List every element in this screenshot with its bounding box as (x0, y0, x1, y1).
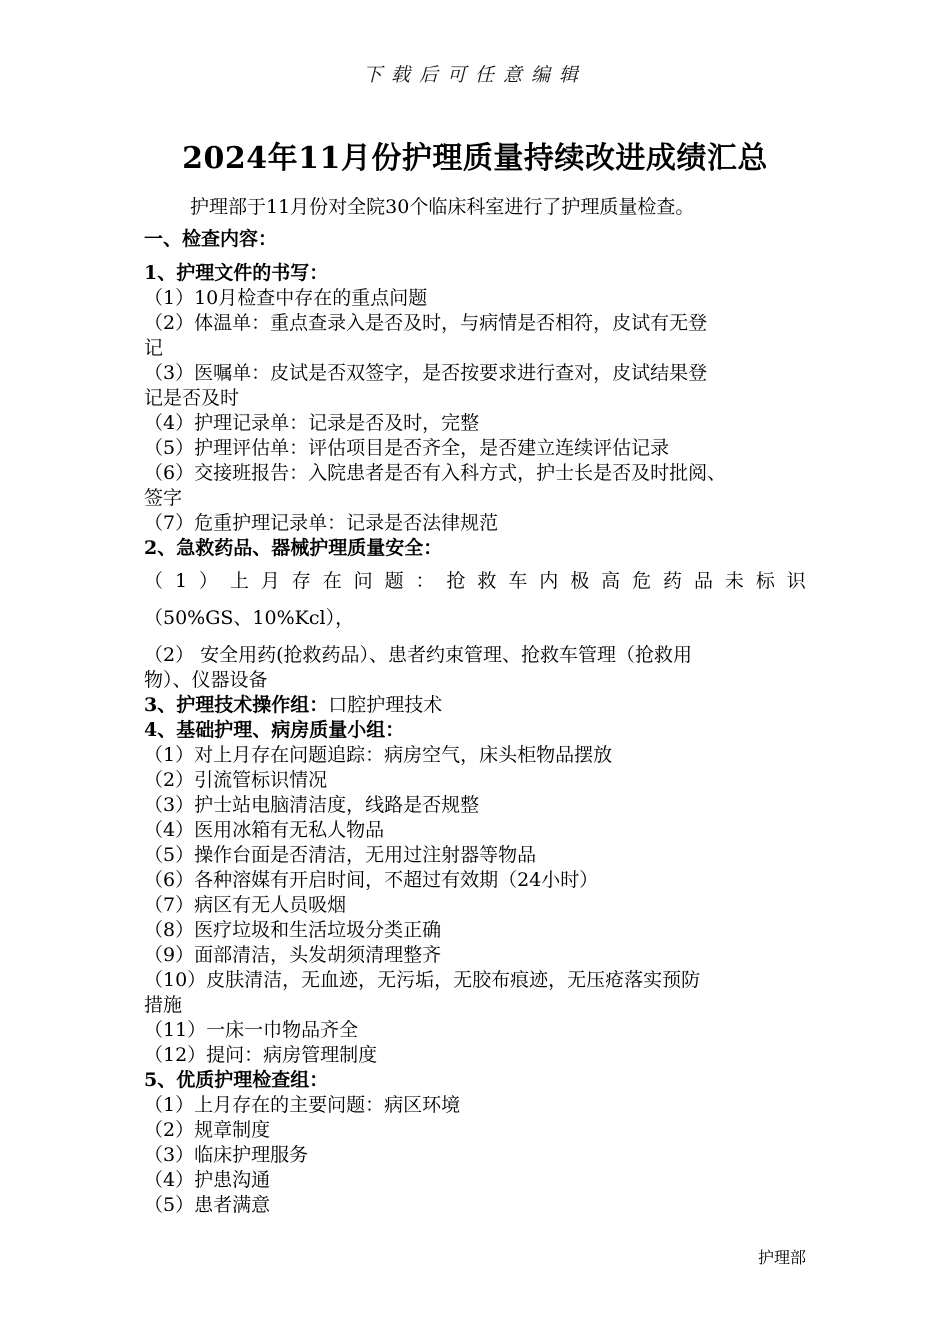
s4-line: （9）面部清洁，头发胡须清理整齐 (144, 944, 442, 966)
watermark-text: 下载后可任意编辑 (362, 64, 587, 86)
footer-department: 护理部 (758, 1248, 807, 1267)
s5-line: （1）上月存在的主要问题：病区环境 (144, 1094, 461, 1116)
s2-spread-char: 问 (353, 570, 373, 592)
s4-line: （3）护士站电脑清洁度，线路是否规整 (144, 794, 480, 816)
s2-spread-char: 1 (174, 570, 188, 592)
s1-line: （7）危重护理记录单：记录是否法律规范 (144, 512, 499, 534)
s4-line: （5）操作台面是否清洁，无用过注射器等物品 (144, 844, 537, 866)
s5-line: （3）临床护理服务 (144, 1144, 309, 1166)
s4-heading: 4、基础护理、病房质量小组： (144, 719, 405, 741)
s2-spread-char: 危 (632, 570, 652, 592)
s2-spread-char: 存 (291, 570, 311, 592)
s2-heading: 2、急救药品、器械护理质量安全： (144, 537, 443, 559)
s4-line: （12）提问：病房管理制度 (144, 1044, 378, 1066)
s5-line: （2）规章制度 (144, 1119, 271, 1141)
s2-spread-char: 标 (755, 570, 775, 592)
s2-spread-char: 救 (477, 570, 497, 592)
section-heading: 一、检查内容： (144, 228, 278, 250)
s2-line: 物）、仪器设备 (144, 669, 268, 691)
s2-spread-char: 月 (260, 570, 280, 592)
s1-list (144, 286, 814, 536)
s2-spread-char: 极 (570, 570, 590, 592)
s4-line: （2）引流管标识情况 (144, 769, 328, 791)
document-body (144, 227, 814, 1218)
s4-line: （11）一床一巾物品齐全 (144, 1019, 359, 1041)
s1-line: （3）医嘱单：皮试是否双签字，是否按要求进行查对，皮试结果登 (144, 362, 708, 384)
s5-line: （4）护患沟通 (144, 1169, 271, 1191)
s4-line: （6）各种溶媒有开启时间，不超过有效期（24小时） (144, 869, 599, 891)
s2-spread-char: 高 (601, 570, 621, 592)
s2-spread-char: 未 (724, 570, 744, 592)
s4-line: （7）病区有无人员吸烟 (144, 894, 347, 916)
s1-line: （5）护理评估单：评估项目是否齐全，是否建立连续评估记录 (144, 437, 670, 459)
s1-line: （1）10月检查中存在的重点问题 (144, 287, 428, 309)
s1-line: 签字 (144, 487, 183, 509)
s2-spread-char: （ (144, 570, 164, 592)
s4-line: 措施 (144, 994, 183, 1016)
s2-spread-char: 内 (539, 570, 559, 592)
s2-spread-char: 车 (508, 570, 528, 592)
s2-justified-line (144, 569, 806, 594)
s1-line: （4）护理记录单：记录是否及时，完整 (144, 412, 480, 434)
s2-spread-char: 品 (693, 570, 713, 592)
s2-line: （2） 安全用药(抢救药品）、患者约束管理、抢救车管理（抢救用 (144, 644, 693, 666)
s4-line: （8）医疗垃圾和生活垃圾分类正确 (144, 919, 442, 941)
s1-line: 记 (144, 337, 164, 359)
s5-heading: 5、优质护理检查组： (144, 1069, 329, 1091)
s1-line: 记是否及时 (144, 387, 240, 409)
s2-spread-char: 在 (322, 570, 342, 592)
intro-paragraph: 护理部于11月份对全院30个临床科室进行了护理质量检查。 (190, 196, 695, 218)
s4-line: （10）皮肤清洁，无血迹，无污垢，无胶布痕迹，无压疮落实预防 (144, 969, 701, 991)
s3-heading: 3、护理技术操作组： (144, 694, 329, 716)
s5-line: （5）患者满意 (144, 1194, 271, 1216)
s2-spread-char: 药 (663, 570, 683, 592)
s1-line: （6）交接班报告：入院患者是否有入科方式，护士长是否及时批阅、 (144, 462, 727, 484)
s2-spread-char: 上 (229, 570, 249, 592)
s2-spread-char: 题 (384, 570, 404, 592)
s2-spread-char: ： (415, 570, 435, 592)
s4-line: （4）医用冰箱有无私人物品 (144, 819, 385, 841)
s2-spread-char: ） (198, 570, 218, 592)
s2-line: （50%GS、10%Kcl）， (144, 607, 355, 629)
s3-text: 口腔护理技术 (328, 694, 443, 716)
s4-line: （1）对上月存在问题追踪：病房空气，床头柜物品摆放 (144, 744, 613, 766)
s2-spread-char: 抢 (446, 570, 466, 592)
page-title: 2024年11月份护理质量持续改进成绩汇总 (182, 141, 768, 176)
s1-heading: 1、护理文件的书写： (144, 262, 329, 284)
s2-spread-char: 识 (786, 570, 806, 592)
s3-row (144, 693, 814, 718)
s1-line: （2）体温单：重点查录入是否及时，与病情是否相符，皮试有无登 (144, 312, 708, 334)
